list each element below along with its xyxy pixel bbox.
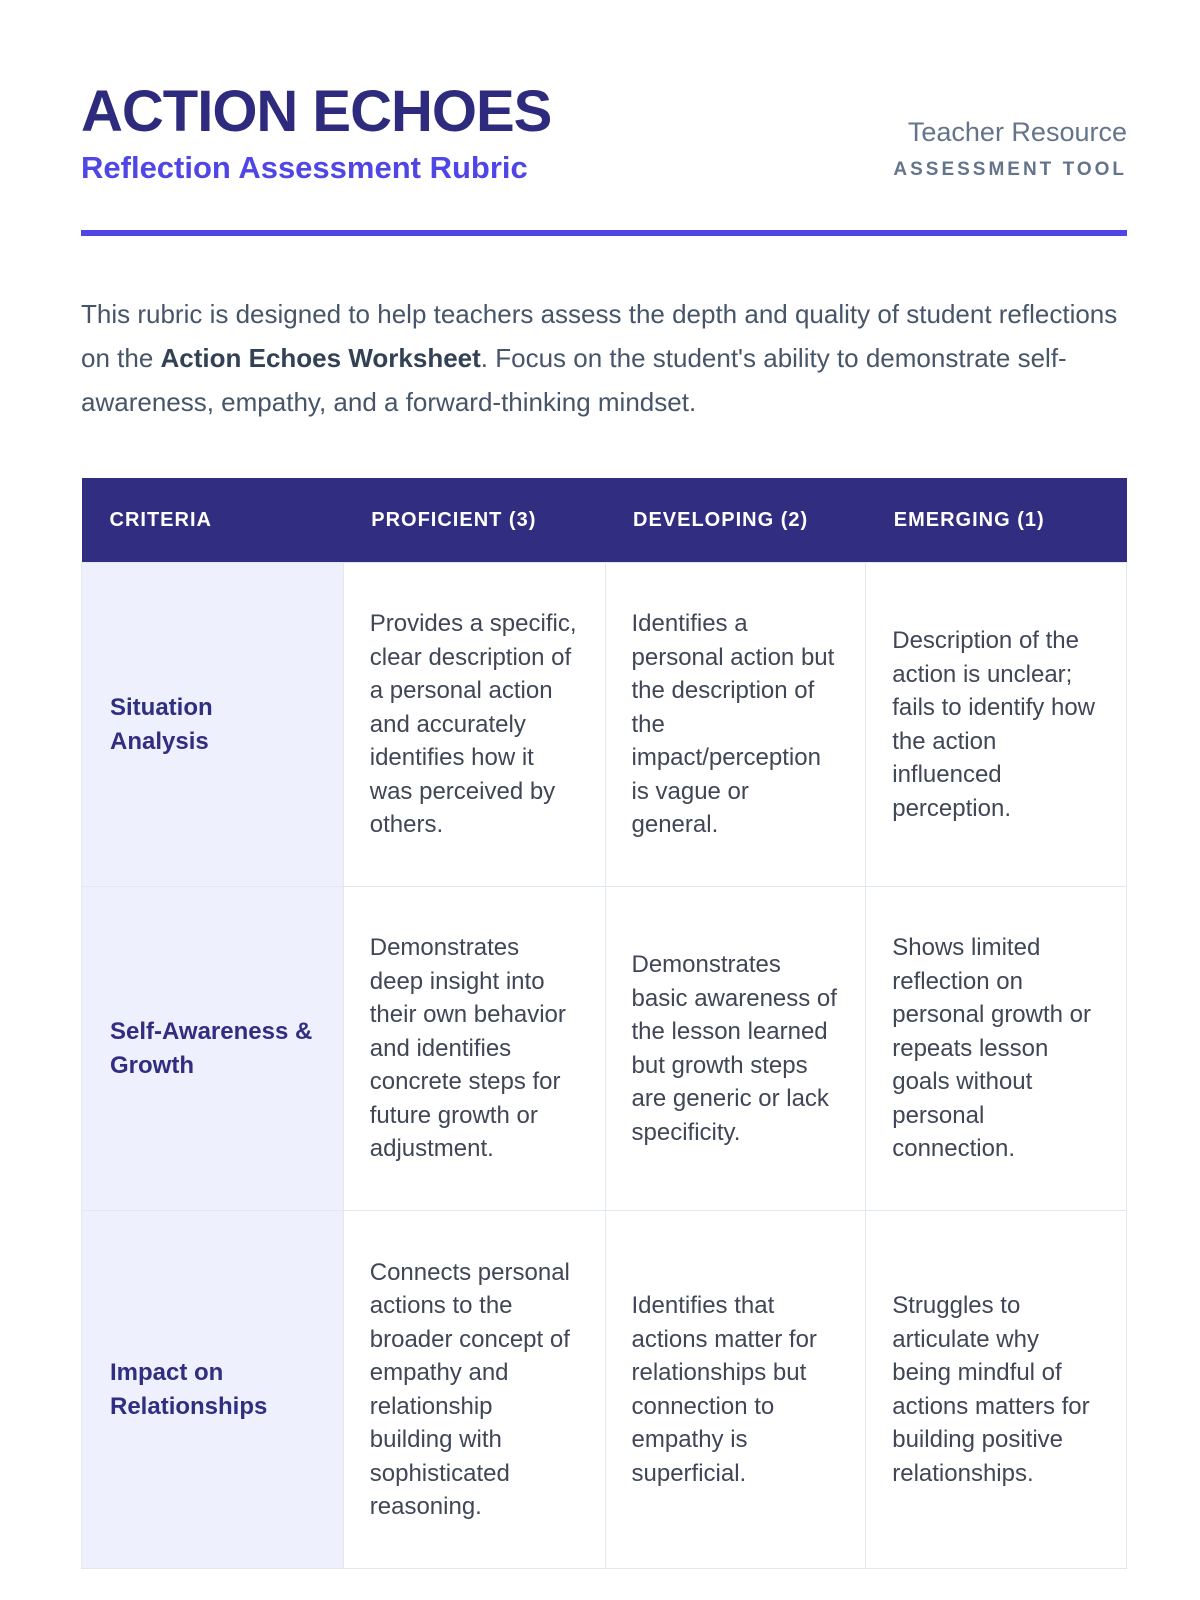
tool-label: ASSESSMENT TOOL [893, 159, 1127, 180]
page-header [81, 78, 1127, 236]
developing-cell: Identifies a personal action but the description of the impact/perception is vague or general. [605, 563, 866, 887]
proficient-cell: Connects personal actions to the broader concept of empathy and relationship building with sophisticated reasoning. [343, 1211, 605, 1569]
rubric-table [81, 478, 1127, 1569]
page-subtitle: Reflection Assessment Rubric [81, 150, 528, 185]
criteria-cell: Self-Awareness & Growth [82, 887, 344, 1211]
page-title: ACTION ECHOES [81, 79, 552, 144]
criteria-cell: Situation Analysis [82, 563, 344, 887]
column-header-developing: DEVELOPING (2) [605, 478, 866, 563]
developing-cell: Identifies that actions matter for relationships but connection to empathy is superficial. [605, 1211, 866, 1569]
table-row [82, 1211, 1127, 1569]
column-header-criteria: CRITERIA [82, 478, 344, 563]
resource-label: Teacher Resource [907, 117, 1127, 147]
proficient-cell: Provides a specific, clear description of a personal action and accurately identifies how it was perceived by others. [343, 563, 605, 887]
intro-worksheet-name: Action Echoes Worksheet [160, 343, 481, 373]
column-header-emerging: EMERGING (1) [866, 478, 1127, 563]
criteria-cell: Impact on Relationships [82, 1211, 344, 1569]
emerging-cell: Struggles to articulate why being mindful of actions matters for building positive relationships. [866, 1211, 1127, 1569]
rubric-header-row [82, 478, 1127, 563]
column-header-proficient: PROFICIENT (3) [343, 478, 605, 563]
developing-cell: Demonstrates basic awareness of the lesson learned but growth steps are generic or lack specificity. [605, 887, 866, 1211]
rubric-page [81, 78, 1127, 1569]
intro-paragraph [81, 292, 1127, 424]
table-row [82, 563, 1127, 887]
emerging-cell: Shows limited reflection on personal growth or repeats lesson goals without personal connection. [866, 887, 1127, 1211]
intro-text-start: This rubric is designed to help teachers assess the depth and quality of student reflections on the [81, 299, 1118, 373]
intro-text-end: . Focus on the student's ability to demonstrate self-awareness, empathy, and a forward-thinking mindset. [81, 343, 1067, 417]
proficient-cell: Demonstrates deep insight into their own behavior and identifies concrete steps for future growth or adjustment. [343, 887, 605, 1211]
header-meta [893, 114, 1127, 188]
emerging-cell: Description of the action is unclear; fails to identify how the action influenced perception. [866, 563, 1127, 887]
table-row [82, 887, 1127, 1211]
header-title-block [81, 80, 551, 188]
